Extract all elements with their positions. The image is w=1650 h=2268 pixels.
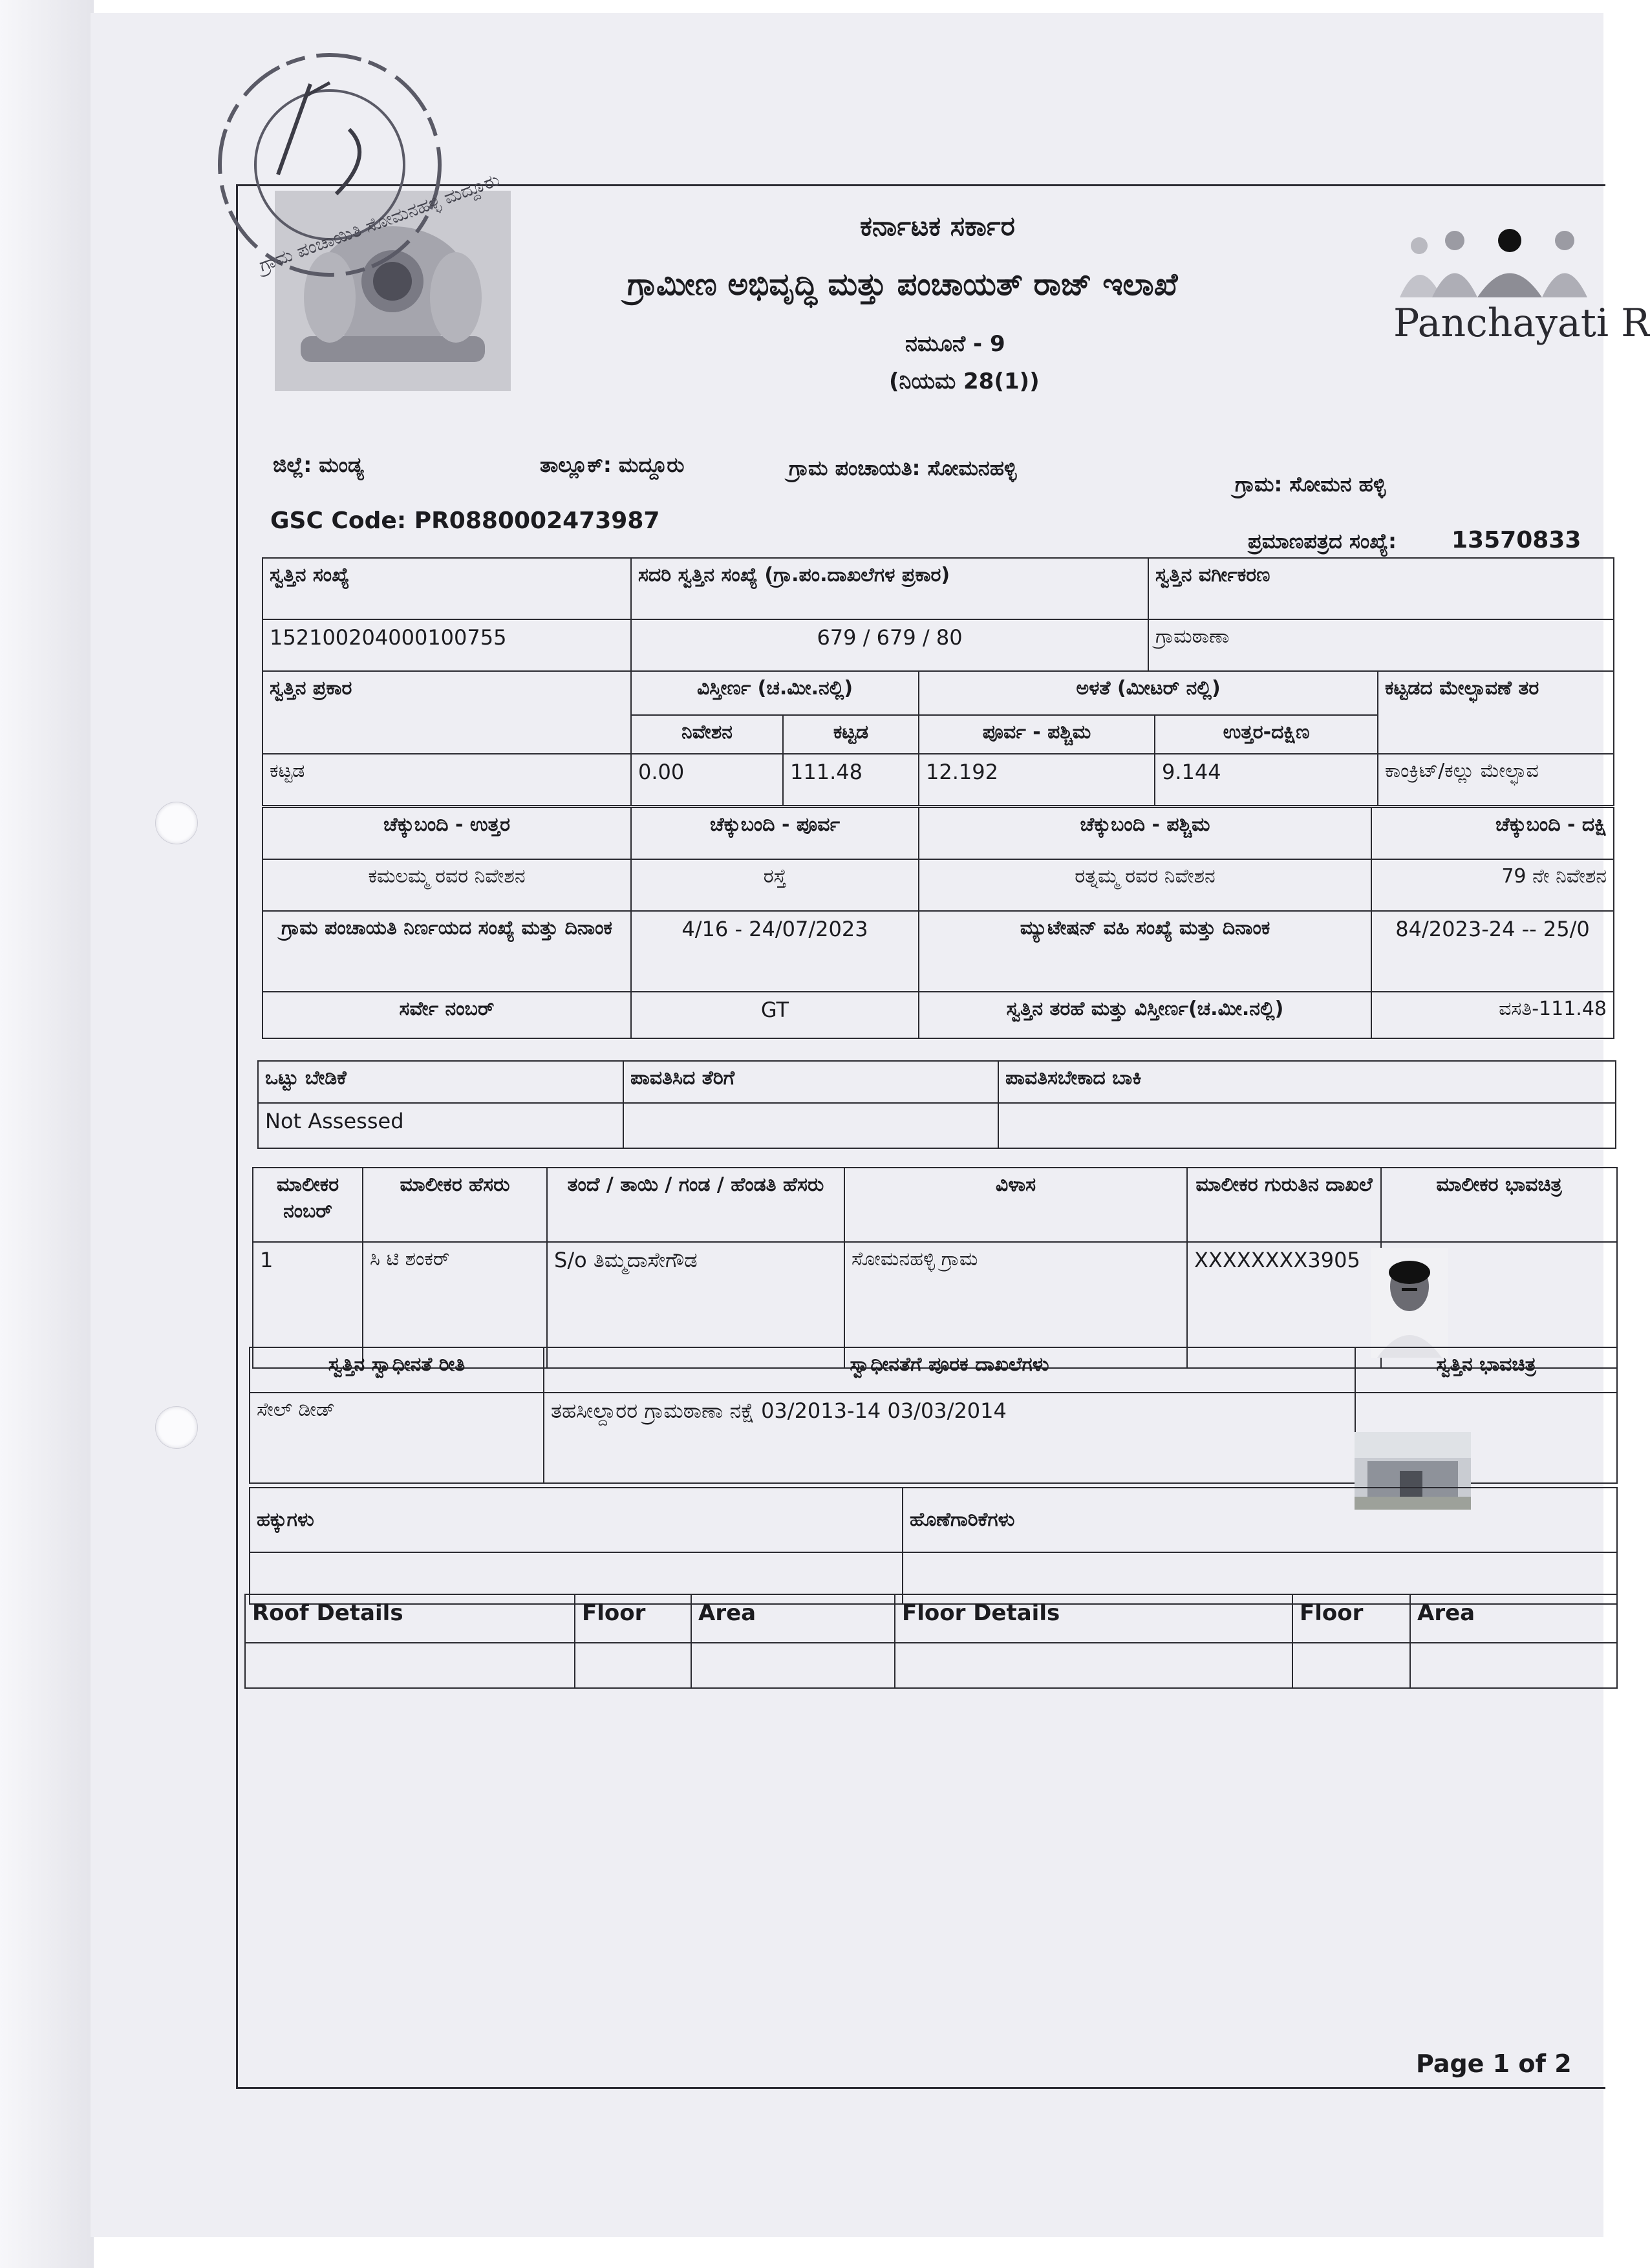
roof-type: ಕಾಂಕ್ರಿಟ್/ಕಲ್ಲು ಮೇಲ್ಛಾವ xyxy=(1378,754,1614,806)
punch-hole xyxy=(155,1406,198,1449)
owner-relation: S/o ತಿಮ್ಮದಾಸೇಗೌಡ xyxy=(547,1242,844,1368)
roof-area-header: Area xyxy=(691,1594,895,1643)
mutation: 84/2023-24 -- 25/0 xyxy=(1371,911,1614,992)
gp-record-no-label: ಸದರಿ ಸ್ವತ್ತಿನ ಸಂಖ್ಯೆ (ಗ್ರಾ.ಪಂ.ದಾಖಲೆಗಳ ಪ್ರಕಾರ) xyxy=(631,558,1148,619)
rights-label: ಹಕ್ಕುಗಳು xyxy=(250,1488,903,1552)
floor-floor-header: Floor xyxy=(1292,1594,1410,1643)
ownership-mode: ಸೇಲ್ ಡೀಡ್ xyxy=(250,1393,544,1483)
stamp-text: ಗ್ರಾಮ ಪಂಚಾಯಿತಿ ಸೋಮನಹಳ್ಳಿ ಮದ್ದೂರು xyxy=(256,169,502,276)
punch-hole xyxy=(155,802,198,844)
people-icon xyxy=(1393,226,1607,304)
tax-paid xyxy=(623,1103,998,1148)
roof-floor-header: Floor xyxy=(575,1594,691,1643)
owner-id-label: ಮಾಲೀಕರ ಗುರುತಿನ ದಾಖಲೆ xyxy=(1187,1168,1381,1242)
east-boundary: ರಸ್ತೆ xyxy=(631,859,919,911)
site-area: 0.00 xyxy=(631,754,783,806)
tax-balance xyxy=(998,1103,1616,1148)
address-label: ವಿಳಾಸ xyxy=(844,1168,1187,1242)
ownership-docs: ತಹಸೀಲ್ದಾರರ ಗ್ರಾಮಠಾಣಾ ನಕ್ಷೆ 03/2013-14 03/03/2014 xyxy=(544,1393,1355,1483)
floor-details-table xyxy=(244,1594,1618,1689)
classification-label: ಸ್ವತ್ತಿನ ವರ್ಗೀಕರಣ xyxy=(1148,558,1614,619)
office-seal xyxy=(181,26,502,304)
docs-label: ಸ್ವಾಧೀನತೆಗೆ ಪೂರಕ ದಾಖಲೆಗಳು xyxy=(544,1347,1355,1393)
south-label: ಚೆಕ್ಕುಬಂದಿ - ದಕ್ಷಿ xyxy=(1371,808,1614,859)
roof-type-label: ಕಟ್ಟಡದ ಮೇಲ್ಛಾವಣೆ ತರ xyxy=(1378,671,1614,754)
roof-floor-value xyxy=(575,1643,691,1688)
property-no-label: ಸ್ವತ್ತಿನ ಸಂಖ್ಯೆ xyxy=(262,558,631,619)
owner-name-label: ಮಾಲೀಕರ ಹೆಸರು xyxy=(363,1168,547,1242)
certificate-number: 13570833 xyxy=(1452,527,1581,553)
panchayati-raj-logo xyxy=(1393,226,1650,346)
mutation-label: ಮ್ಯುಟೇಷನ್ ವಹಿ ಸಂಖ್ಯೆ ಮತ್ತು ದಿನಾಂಕ xyxy=(919,911,1371,992)
site-label: ನಿವೇಶನ xyxy=(631,715,783,754)
mode-label: ಸ್ವತ್ತಿನ ಸ್ವಾಧೀನತೆ ರೀತಿ xyxy=(250,1347,544,1393)
floor-area-header: Area xyxy=(1410,1594,1617,1643)
certificate-label: ಪ್ರಮಾಣಪತ್ರದ ಸಂಖ್ಯೆ: xyxy=(1248,529,1397,553)
paid-label: ಪಾವತಿಸಿದ ತೆರಿಗೆ xyxy=(623,1061,998,1103)
roof-details-value xyxy=(245,1643,575,1688)
east-label: ಚೆಕ್ಕುಬಂದಿ - ಪೂರ್ವ xyxy=(631,808,919,859)
logo-text: Panchayati R xyxy=(1393,301,1650,346)
boundaries-table xyxy=(262,807,1614,1039)
floor-floor-value xyxy=(1292,1643,1410,1688)
survey-label: ಸರ್ವೇ ನಂಬರ್ xyxy=(262,992,631,1038)
demand-label: ಒಟ್ಟು ಬೇಡಿಕೆ xyxy=(258,1061,623,1103)
scan-edge-shadow xyxy=(0,0,94,2268)
owner-name: ಸಿ ಟಿ ಶಂಕರ್ xyxy=(363,1242,547,1368)
floor-details-header: Floor Details xyxy=(895,1594,1292,1643)
government-title: ಕರ್ನಾಟಕ ಸರ್ಕಾರ xyxy=(860,210,1015,242)
owner-photo-label: ಮಾಲೀಕರ ಭಾವಚಿತ್ರ xyxy=(1381,1168,1617,1242)
property-photo-label: ಸ್ವತ್ತಿನ ಭಾವಚಿತ್ರ xyxy=(1355,1347,1617,1393)
page-number: Page 1 of 2 xyxy=(1416,2049,1572,2078)
liabilities-label: ಹೊಣೆಗಾರಿಕೆಗಳು xyxy=(903,1488,1617,1552)
form-number: ನಮೂನೆ - 9 xyxy=(905,331,1005,357)
area-label: ವಿಸ್ತೀರ್ಣ (ಚ.ಮೀ.ನಲ್ಲಿ) xyxy=(631,671,919,715)
usage-label: ಸ್ವತ್ತಿನ ತರಹೆ ಮತ್ತು ವಿಸ್ತೀರ್ಣ(ಚ.ಮೀ.ನಲ್ಲಿ) xyxy=(919,992,1371,1038)
dimension-label: ಅಳತೆ (ಮೀಟರ್ ನಲ್ಲಿ) xyxy=(919,671,1378,715)
property-dimensions-table xyxy=(262,670,1614,806)
type-label: ಸ್ವತ್ತಿನ ಪ್ರಕಾರ xyxy=(262,671,631,754)
survey-number: GT xyxy=(631,992,919,1038)
west-boundary: ರತ್ನಮ್ಮ ರವರ ನಿವೇಶನ xyxy=(919,859,1371,911)
building-area: 111.48 xyxy=(783,754,919,806)
roof-details-header: Roof Details xyxy=(245,1594,575,1643)
classification: ಗ್ರಾಮಠಾಣಾ xyxy=(1148,619,1614,671)
gsc-code: GSC Code: PR0880002473987 xyxy=(270,508,660,534)
north-label: ಚೆಕ್ಕುಬಂದಿ - ಉತ್ತರ xyxy=(262,808,631,859)
balance-label: ಪಾವತಿಸಬೇಕಾದ ಬಾಕಿ xyxy=(998,1061,1616,1103)
south-boundary: 79 ನೇ ನಿವೇಶನ xyxy=(1371,859,1614,911)
gp-resolution: 4/16 - 24/07/2023 xyxy=(631,911,919,992)
east-west: 12.192 xyxy=(919,754,1155,806)
property-number-table xyxy=(262,557,1614,672)
usage: ವಸತಿ-111.48 xyxy=(1371,992,1614,1038)
north-boundary: ಕಮಲಮ್ಮ ರವರ ನಿವೇಶನ xyxy=(262,859,631,911)
owner-id: XXXXXXXX3905 xyxy=(1187,1242,1381,1368)
east-west-label: ಪೂರ್ವ - ಪಶ್ಚಿಮ xyxy=(919,715,1155,754)
building-label: ಕಟ್ಟಡ xyxy=(783,715,919,754)
relation-label: ತಂದೆ / ತಾಯಿ / ಗಂಡ / ಹೆಂಡತಿ ಹೆಸರು xyxy=(547,1168,844,1242)
north-south-label: ಉತ್ತರ-ದಕ್ಷಿಣ xyxy=(1155,715,1378,754)
total-demand: Not Assessed xyxy=(258,1103,623,1148)
rights-table xyxy=(249,1487,1618,1605)
property-no: 152100204000100755 xyxy=(262,619,631,671)
floor-details-value xyxy=(895,1643,1292,1688)
village: ಗ್ರಾಮ: ಸೋಮನ ಹಳ್ಳಿ xyxy=(1235,472,1386,497)
roof-area-value xyxy=(691,1643,895,1688)
owner-photo xyxy=(1371,1248,1448,1358)
taluk: ತಾಲ್ಲೂಕ್: ಮದ್ದೂರು xyxy=(540,453,685,477)
gram-panchayat: ಗ್ರಾಮ ಪಂಚಾಯತಿ: ಸೋಮನಹಳ್ಳಿ xyxy=(789,456,1017,480)
gp-resolution-label: ಗ್ರಾಮ ಪಂಚಾಯತಿ ನಿರ್ಣಯದ ಸಂಖ್ಯೆ ಮತ್ತು ದಿನಾಂಕ xyxy=(262,911,631,992)
tax-table xyxy=(257,1060,1616,1149)
owner-no-label: ಮಾಲೀಕರ ನಂಬರ್ xyxy=(253,1168,363,1242)
north-south: 9.144 xyxy=(1155,754,1378,806)
department-title: ಗ್ರಾಮೀಣ ಅಭಿವೃದ್ಧಿ ಮತ್ತು ಪಂಚಾಯತ್ ರಾಜ್ ಇಲಾಖೆ xyxy=(627,266,1178,303)
rule-number: (ನಿಯಮ 28(1)) xyxy=(889,369,1040,394)
floor-area-value xyxy=(1410,1643,1617,1688)
owner-address: ಸೋಮನಹಳ್ಳಿ ಗ್ರಾಮ xyxy=(844,1242,1187,1368)
owner-no: 1 xyxy=(253,1242,363,1368)
west-label: ಚೆಕ್ಕುಬಂದಿ - ಪಶ್ಚಿಮ xyxy=(919,808,1371,859)
gp-record-no: 679 / 679 / 80 xyxy=(631,619,1148,671)
property-type: ಕಟ್ಟಡ xyxy=(262,754,631,806)
district: ಜಿಲ್ಲೆ: ಮಂಡ್ಯ xyxy=(273,453,364,477)
